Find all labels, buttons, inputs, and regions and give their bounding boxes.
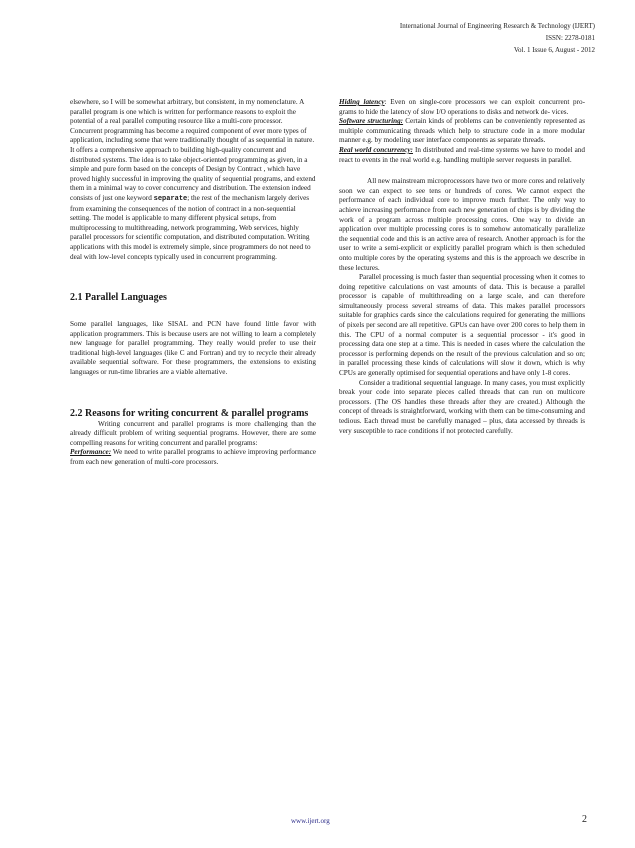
software-structuring-text: Certain kinds of problems can be conveniently represented as multiple communicating threads which help to structure code in a more modular manner e.g. by modeling user interface components as separate threads.: [339, 117, 585, 145]
page-number: 2: [582, 814, 587, 825]
real-world-label: Real world concurrency:: [339, 145, 413, 154]
paragraph-real-world: [339, 146, 585, 165]
paragraph-performance: [70, 448, 316, 467]
paragraph-software-structuring: [339, 117, 585, 146]
paragraph-hiding-latency: [339, 98, 585, 117]
journal-issn: ISSN: 2278-0181: [545, 34, 595, 42]
left-column: [70, 98, 316, 468]
section-heading-parallel-languages: 2.1 Parallel Languages: [70, 292, 167, 304]
paragraph-parallel-faster: Parallel processing is much faster than sequential processing when it comes to doing repetitive calculations on vast amounts of data. This is because a parallel processor is capable of multithreading on a large scale, and can therefore simultaneously process several streams of data. This makes parallel processors suitable for graphics cards since the calculations required for generating the millions of pixels per second are all repetitive. GPUs can have over 200 cores to help them in this. The CPU of a normal computer is a sequential processor - it's good in processing data one step at a time. This is needed in cases where the calculation the processor is performing depends on the result of the previous calculation and so on; in parallel processing these kinds of calculations will slow it down, which is why CPUs are generally optimised for sequential operations and have only 1-8 cores.: [339, 273, 585, 378]
paragraph-reasons: Writing concurrent and parallel programs is more challenging than the already difficult problem of writing sequential programs. However, there are some compelling reasons for writing concurrent and parallel programs:: [70, 419, 316, 447]
real-world-text: In distributed and real-time systems we have to model and react to events in the real world e.g. handling multiple server requests in parallel.: [339, 145, 585, 164]
performance-label: Performance:: [70, 448, 112, 457]
paragraph-mainstream: All new mainstream microprocessors have two or more cores and relatively soon we can expect to see tens or hundreds of cores. We cannot expect the performance of each individual core to improve much further. The only way to achieve increasing performance from each new generation of chips is by dividing the work of a program across multiple processing cores. One way to divide an application over multiple processing cores is to somehow automatically parallelize the sequential code and this is an active area of research. Another approach is for the user to write a semi-explicit or explicitly parallel program which is then scheduled onto multiple cores by the operating systems and this is the approach we describe in these lectures.: [339, 177, 585, 272]
paragraph-consider: Consider a traditional sequential language. In many cases, you must explicitly break your code into separate pieces called threads that can run on multicore processors. (The OS handles these threads after they are created.) Although the concept of threads is straightforward, working with them can be time-consuming and tedious. Each thread must be carefully managed – plus, data accessed by threads is very susceptible to race conditions if not protected carefully.: [339, 378, 585, 435]
paragraph-intro: [70, 98, 316, 262]
paragraph-parallel-languages: Some parallel languages, like SISAL and PCN have found little favor with application programmers. This is because users are not willing to learn a completely new language for parallel programming. They really would prefer to use their traditional high-level languages (like C and Fortran) and try to recycle their already available sequential software. For these programmers, the extensions to existing languages or run-time libraries are a viable alternative.: [70, 320, 316, 377]
separate-keyword: separate: [153, 194, 188, 203]
software-structuring-label: Software structuring:: [339, 117, 404, 126]
intro-text-a: elsewhere, so I will be somewhat arbitrary, but consistent, in my nomenclature. A parallel program is one which is written for performance reasons to exploit the potential of a real parallel computing resource like a multi-core processor. Concurrent programming has become a required component of ever more types of application, including some that were traditionally thought of as sequential in nature. It offers a comprehensive approach to building high-quality concurrent and distributed systems. The idea is to take object-oriented programming as given, in a simple and pure form based on the concepts of Design by Contract , which have proved highly successful in improving the quality of sequential programs, and extend them in a minimal way to cover concurrency and distribution. The extension indeed consists of just one keyword: [70, 98, 316, 202]
hiding-latency-text: : Even on single-core processors we can exploit concurrent pro- grams to hide the latency of slow I/O operations to disks and network de- vices.: [339, 98, 585, 116]
section-heading-reasons: 2.2 Reasons for writing concurrent & parallel programs: [70, 407, 309, 419]
right-column: [339, 98, 585, 436]
journal-header: [400, 20, 595, 56]
journal-title: International Journal of Engineering Research & Technology (IJERT): [399, 22, 595, 30]
performance-text: We need to write parallel programs to achieve improving performance from each new generation of multi-core processors.: [70, 448, 316, 467]
hiding-latency-label: Hiding latency: [339, 98, 385, 106]
journal-volume: Vol. 1 Issue 6, August - 2012: [513, 46, 595, 54]
intro-text-b: ; the rest of the mechanism largely derives from examining the consequences of the notion of contract in a non-sequential setting. The model is applicable to many different physical setups, from multiprocessing to multithreading, network programming, Web services, highly parallel processors for scientific computation, and distributed computation. Writing applications with this model is extremely simple, since programmers do not need to deal with low-level concepts typically used in concurrent programming.: [70, 193, 311, 261]
footer-url: www.ijert.org: [291, 817, 330, 825]
